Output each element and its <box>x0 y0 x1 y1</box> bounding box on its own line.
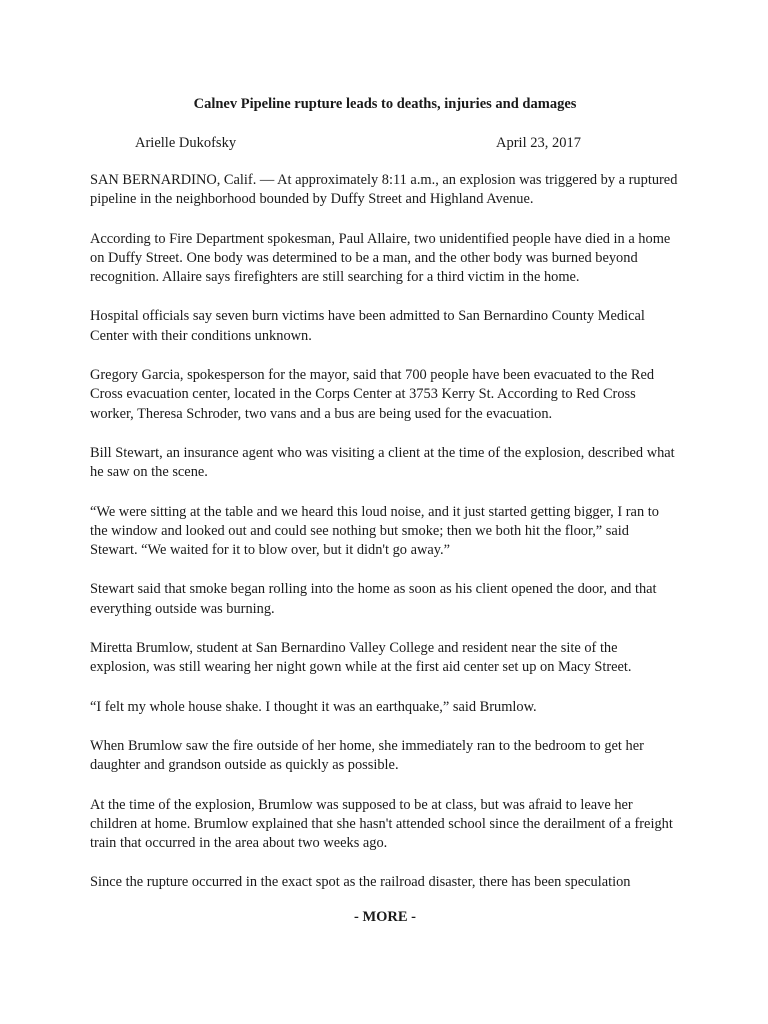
paragraph: Stewart said that smoke began rolling into the home as soon as his client opened the door, and that everything outside was burning. <box>90 581 657 617</box>
paragraph: Since the rupture occurred in the exact spot as the railroad disaster, there has been speculation <box>90 874 631 891</box>
author-name: Arielle Dukofsky <box>135 135 237 151</box>
document-page <box>90 0 680 1024</box>
paragraph: Hospital officials say seven burn victims have been admitted to San Bernardino County Medical Center with their conditions unknown. <box>90 308 645 344</box>
paragraph: Miretta Brumlow, student at San Bernardino Valley College and resident near the site of the explosion, was still wearing her night gown while at the first aid center set up on Macy Street. <box>90 640 632 676</box>
paragraph: At the time of the explosion, Brumlow was supposed to be at class, but was afraid to leave her children at home. Brumlow explained that she hasn't attended school since the derailment of a freight train that occurred in the area about two weeks ago. <box>90 796 673 852</box>
paragraph: Gregory Garcia, spokesperson for the mayor, said that 700 people have been evacuated to the Red Cross evacuation center, located in the Corps Center at 3753 Kerry St. According to Red Cross worker, Theresa Schroder, two vans and a bus are being used for the evacuation. <box>90 367 655 422</box>
article-title: Calnev Pipeline rupture leads to deaths, injuries and damages <box>193 96 577 112</box>
article-body <box>90 171 680 913</box>
paragraph: Bill Stewart, an insurance agent who was visiting a client at the time of the explosion, described what he saw on the scene. <box>90 444 675 481</box>
paragraph: According to Fire Department spokesman, Paul Allaire, two unidentified people have died in a home on Duffy Street. One body was determined to be a man, and the other body was burned beyond recognition. Allaire says firefighters are still searching for a third victim in the home. <box>90 230 671 286</box>
paragraph: SAN BERNARDINO, Calif. — At approximately 8:11 a.m., an explosion was triggered by a ruptured pipeline in the neighborhood bounded by Duffy Street and Highland Avenue. <box>90 172 678 208</box>
article-date: April 23, 2017 <box>496 135 581 151</box>
paragraph: When Brumlow saw the fire outside of her home, she immediately ran to the bedroom to get her daughter and grandson outside as quickly as possible. <box>90 737 644 774</box>
paragraph: “I felt my whole house shake. I thought it was an earthquake,” said Brumlow. <box>90 698 537 715</box>
paragraph: “We were sitting at the table and we heard this loud noise, and it just started getting bigger, I ran to the window and looked out and could see nothing but smoke; then we both hit the floor,” said Stewart. “We waited for it to blow over, but it didn't go away.” <box>90 503 659 559</box>
continuation-marker: - MORE - <box>353 909 416 925</box>
